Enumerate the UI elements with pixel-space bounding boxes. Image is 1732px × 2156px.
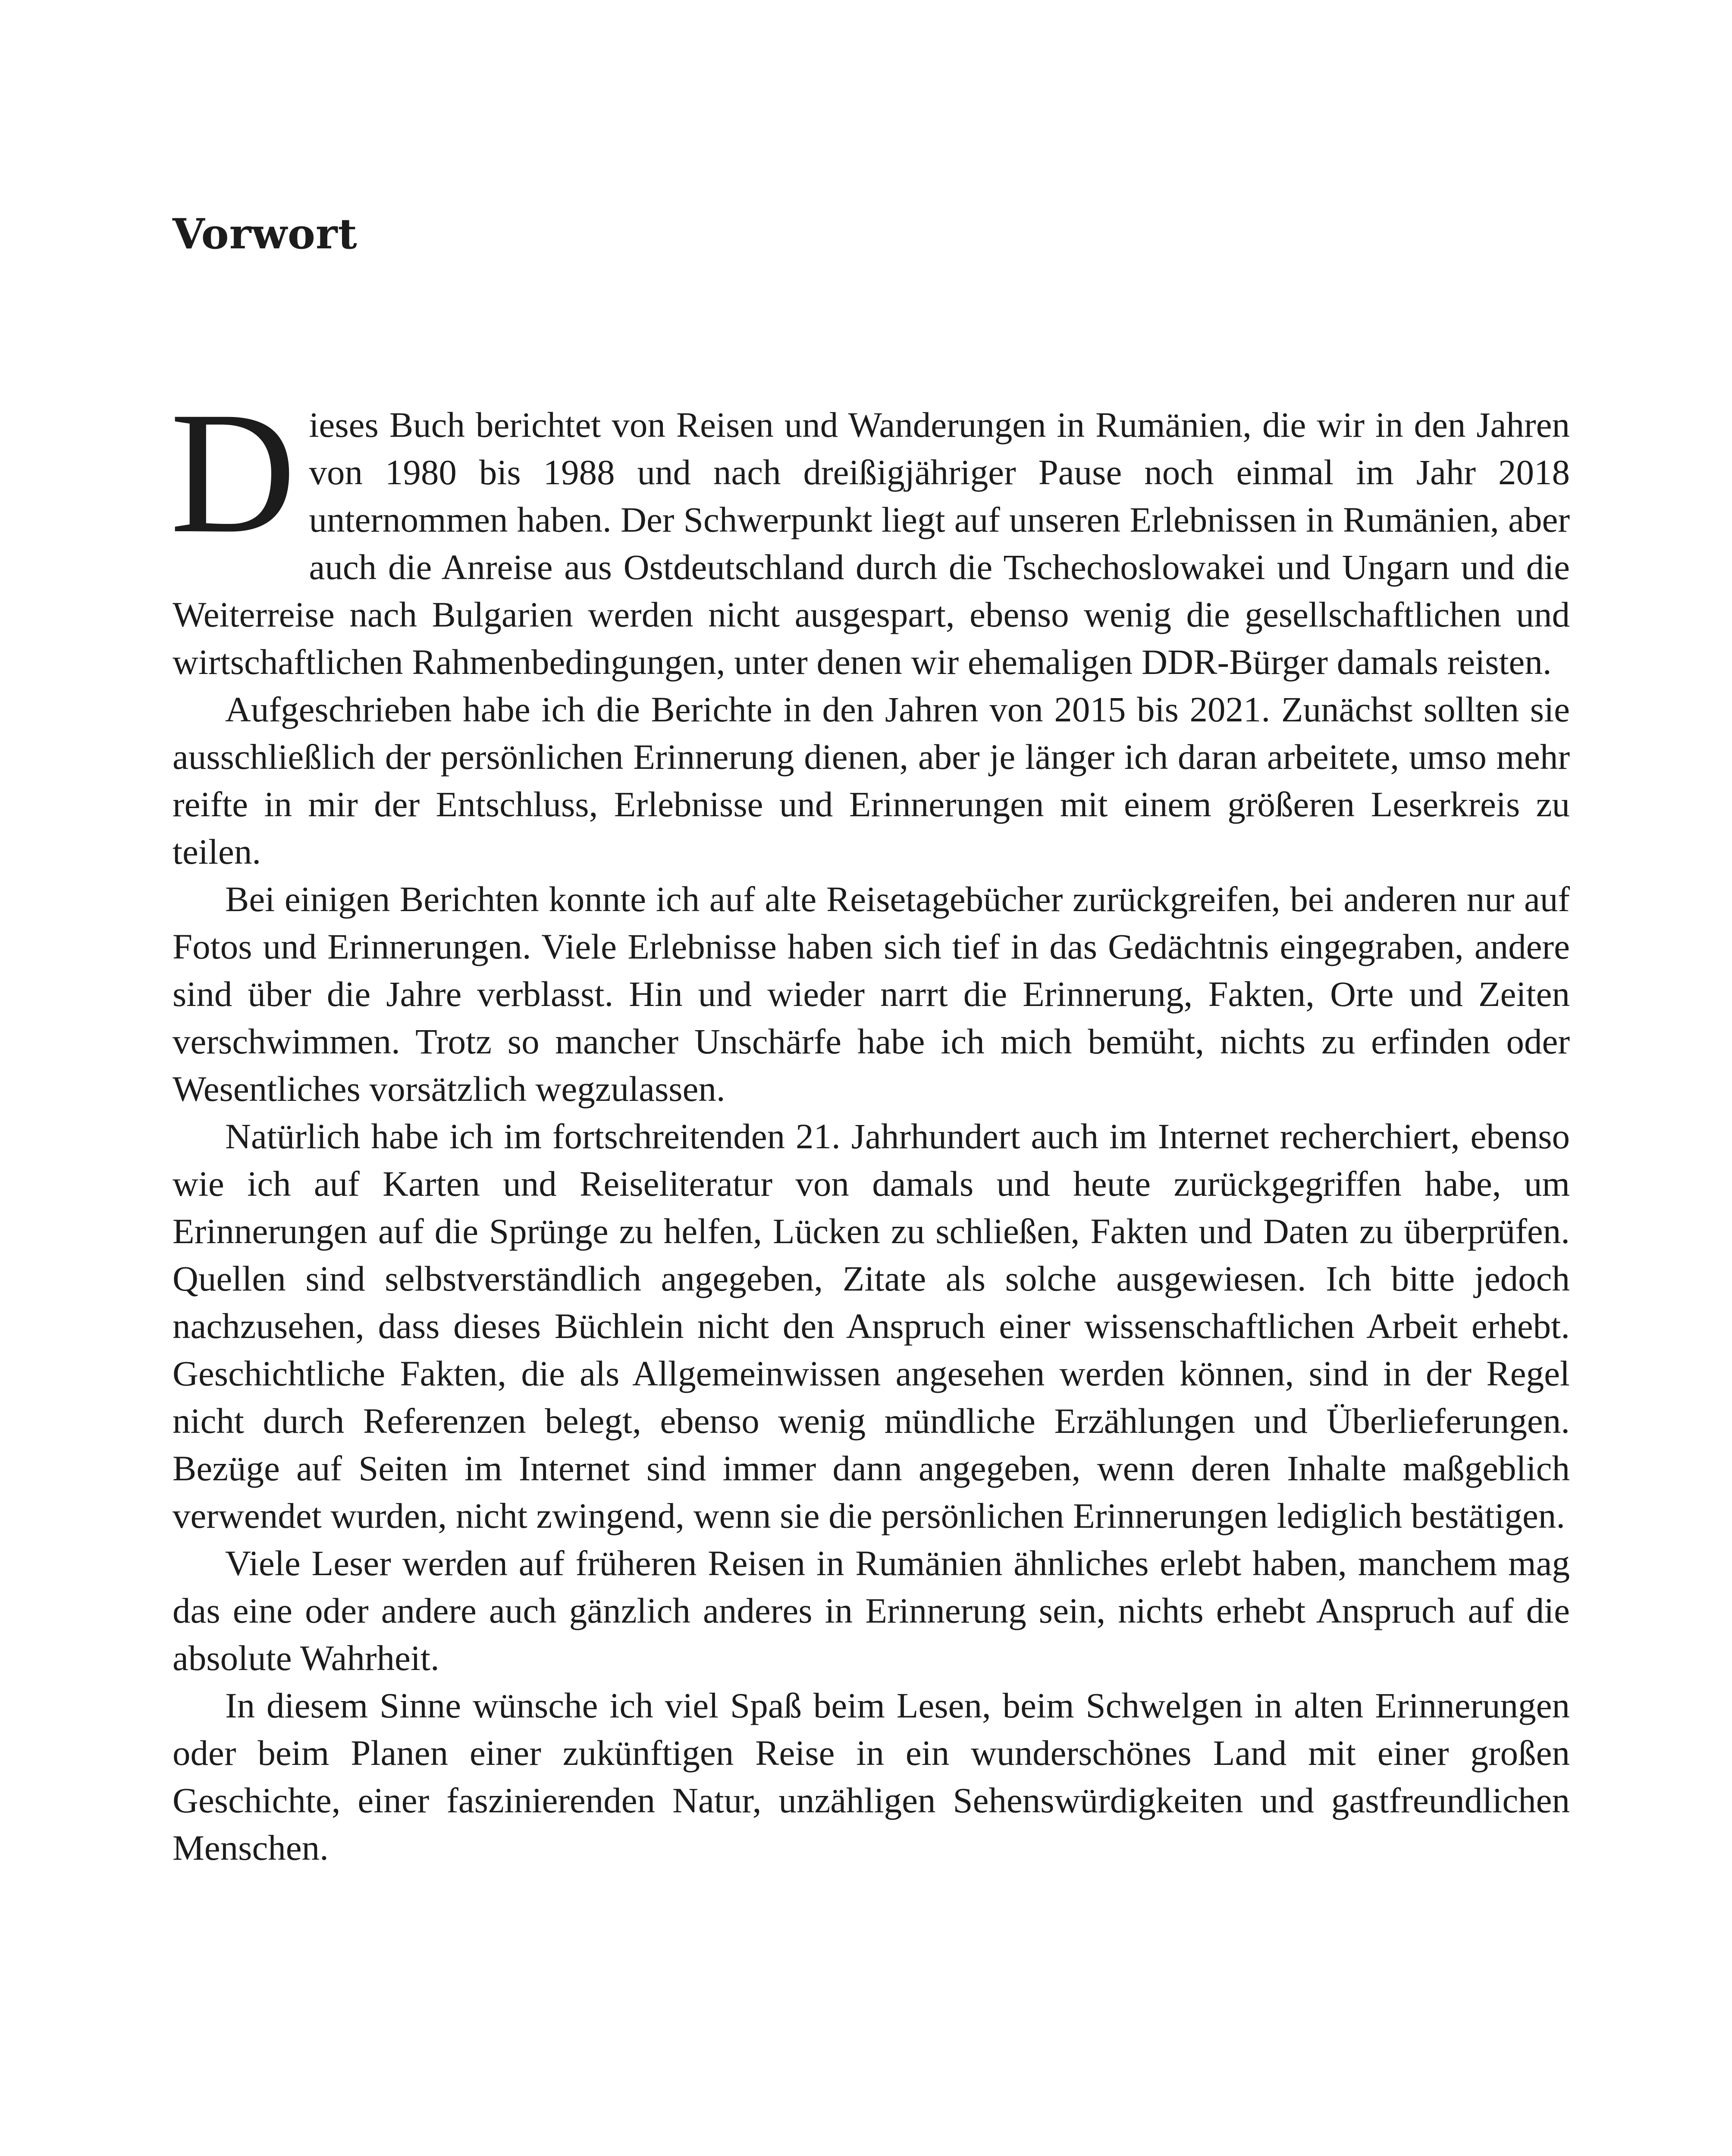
paragraph-5: Viele Leser werden auf früheren Reisen in Rumänien ähnliches erlebt haben, manchem mag das eine oder andere auch gänzlich anderes in Erinnerung sein, nichts erhebt Anspruch auf die absolute Wahrheit. xyxy=(173,1543,1570,1678)
drop-cap: D xyxy=(170,376,296,569)
body-text xyxy=(170,376,1570,1871)
paragraph-6: In diesem Sinne wünsche ich viel Spaß beim Lesen, beim Schwelgen in alten Erinnerungen oder beim Planen einer zukünftigen Reise in ein wunderschönes Land mit einer großen Geschichte, einer faszinierenden Natur, unzähligen Sehenswürdigkeiten und gastfreundlichen Menschen. xyxy=(173,1686,1570,1868)
paragraph-4: Natürlich habe ich im fortschreitenden 21. Jahrhundert auch im Internet recherchiert, ebenso wie ich auf Karten und Reiseliteratur von damals und heute zurückgegriffen habe, um Erinnerungen auf die Sprünge zu helfen, Lücken zu schließen, Fakten und Daten zu überprüfen. Quellen sind selbstverständlich angegeben, Zitate als solche ausgewiesen. Ich bitte jedoch nachzusehen, dass dieses Büchlein nicht den Anspruch einer wissenschaftlichen Arbeit erhebt. Geschichtliche Fakten, die als Allgemeinwissen angesehen werden können, sind in der Regel nicht durch Referenzen belegt, ebenso wenig mündliche Erzählungen und Überlieferungen. Bezüge auf Seiten im Internet sind immer dann angegeben, wenn deren Inhalte maßgeblich verwendet wurden, nicht zwingend, wenn sie die persönlichen Erinnerungen lediglich bestätigen. xyxy=(173,1116,1570,1536)
paragraph-1 xyxy=(170,376,1570,686)
chapter-heading: Vorwort xyxy=(173,210,358,258)
paragraph-1-text: ieses Buch berichtet von Reisen und Wanderungen in Rumänien, die wir in den Jahren von 1980 bis 1988 und nach dreißigjähriger Pause noch einmal im Jahr 2018 unternommen haben. Der Schwerpunkt liegt auf unseren Erlebnissen in Rumänien, aber auch die Anreise aus Ostdeutschland durch die Tschechoslowakei und Ungarn und die Weiterreise nach Bulgarien werden nicht ausgespart, ebenso wenig die gesellschaftlichen und wirtschaftlichen Rahmenbedingungen, unter denen wir ehemaligen DDR-Bürger damals reisten. xyxy=(173,405,1570,682)
paragraph-3: Bei einigen Berichten konnte ich auf alte Reisetagebücher zurückgreifen, bei anderen nur auf Fotos und Erinnerungen. Viele Erlebnisse haben sich tief in das Gedächtnis eingegraben, andere sind über die Jahre verblasst. Hin und wieder narrt die Erinnerung, Fakten, Orte und Zeiten verschwimmen. Trotz so mancher Unschärfe habe ich mich bemüht, nichts zu erfinden oder Wesentliches vorsätzlich wegzulassen. xyxy=(173,879,1570,1109)
paragraph-2: Aufgeschrieben habe ich die Berichte in den Jahren von 2015 bis 2021. Zunächst sollten sie ausschließlich der persönlichen Erinnerung dienen, aber je länger ich daran arbeitete, umso mehr reifte in mir der Entschluss, Erlebnisse und Erinnerungen mit einem größeren Leserkreis zu teilen. xyxy=(173,689,1570,871)
